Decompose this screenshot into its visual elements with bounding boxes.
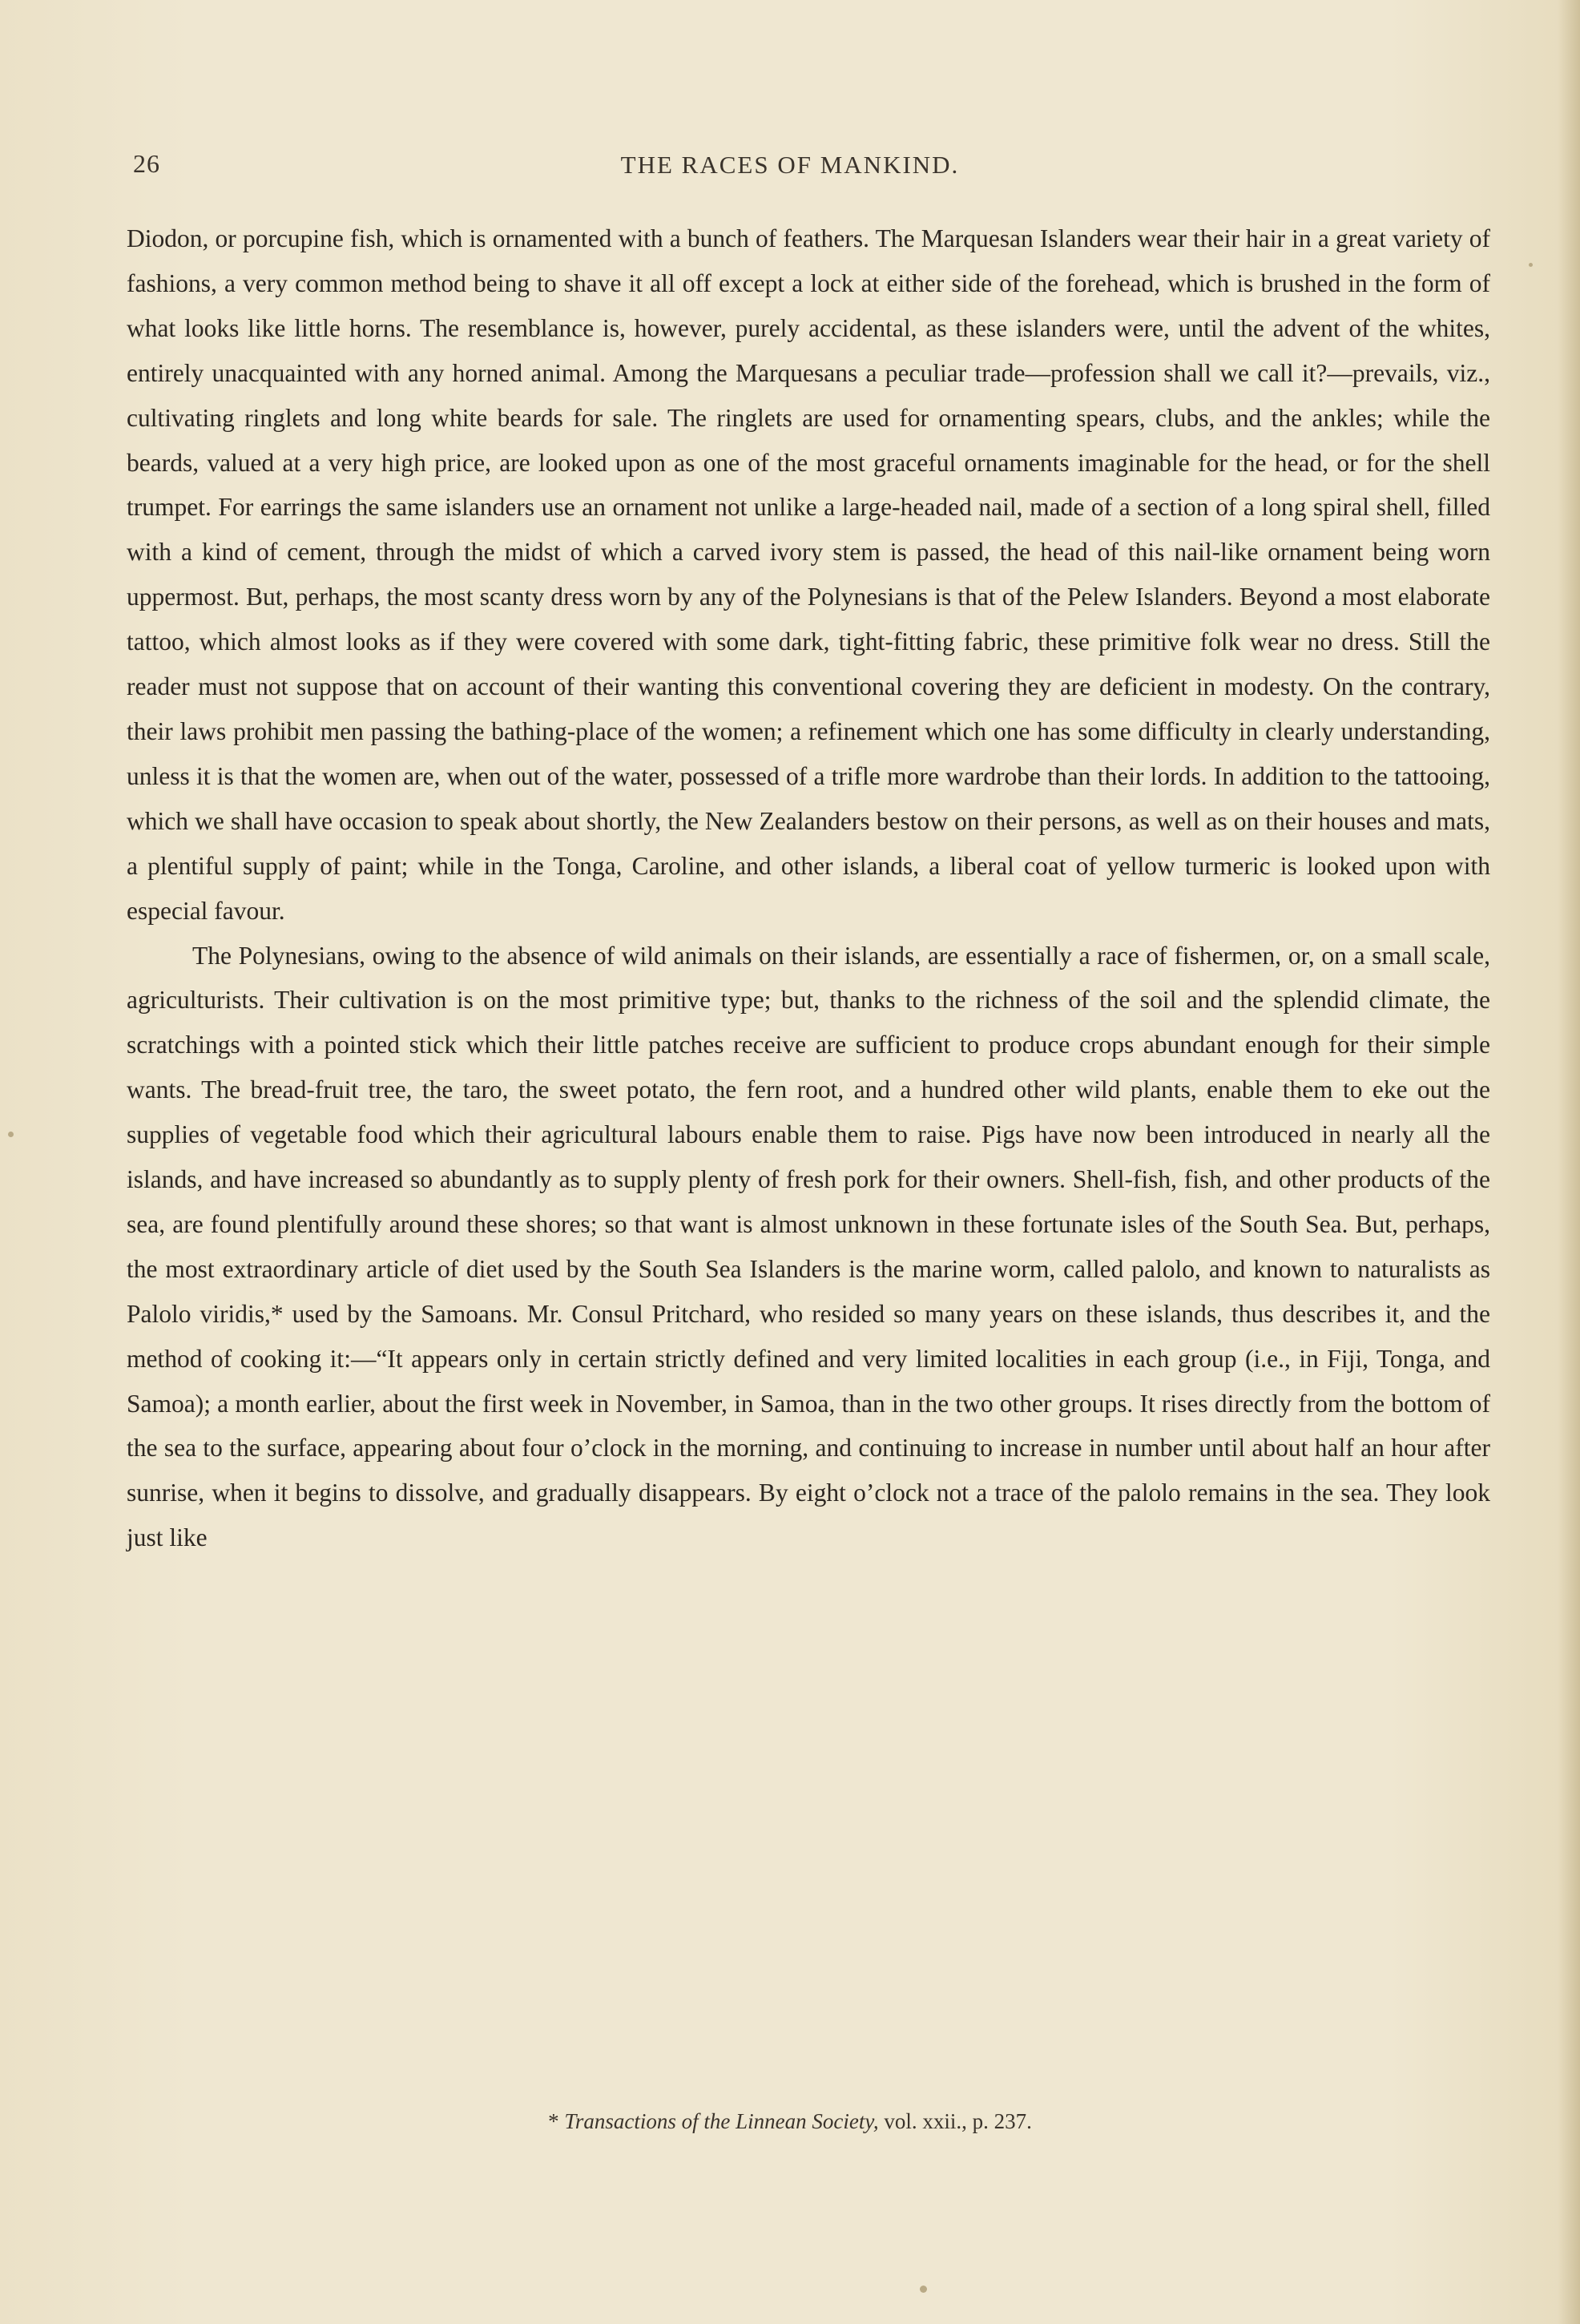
body-text [127,216,1490,1560]
running-title: THE RACES OF MANKIND. [620,151,960,179]
footnote [0,2109,1580,2134]
page-number: 26 [133,149,160,178]
footnote-reference: vol. xxii., p. 237. [884,2109,1032,2133]
paper-speck [1529,263,1533,267]
paper-speck [920,2286,927,2293]
paragraph-1: Diodon, or porcupine fish, which is ornamented with a bunch of feathers. The Marquesan Islanders wear their hair in a great variety of fashions, a very common method being to shave it all off except a lock at either side of the forehead, which is brushed in the form of what looks like little horns. The resemblance is, however, purely accidental, as these islanders were, until the advent of the whites, entirely unacquainted with any horned animal. Among the Marquesans a peculiar trade—profession shall we call it?—prevails, viz., cultivating ringlets and long white beards for sale. The ringlets are used for ornamenting spears, clubs, and the ankles; while the beards, valued at a very high price, are looked upon as one of the most graceful ornaments imaginable for the head, or for the shell trumpet. For earrings the same islanders use an ornament not unlike a large-headed nail, made of a section of a long spiral shell, filled with a kind of cement, through the midst of which a carved ivory stem is passed, the head of this nail-like ornament being worn uppermost. But, perhaps, the most scanty dress worn by any of the Polynesians is that of the Pelew Islanders. Beyond a most elaborate tattoo, which almost looks as if they were covered with some dark, tight-fitting fabric, these primitive folk wear no dress. Still the reader must not suppose that on account of their wanting this conventional covering they are deficient in modesty. On the contrary, their laws prohibit men passing the bathing-place of the women; a refinement which one has some difficulty in clearly understanding, unless it is that the women are, when out of the water, possessed of a trifle more wardrobe than their lords. In addition to the tattooing, which we shall have occasion to speak about shortly, the New Zealanders bestow on their persons, as well as on their houses and mats, a plentiful supply of paint; while in the Tonga, Caroline, and other islands, a liberal coat of yellow turmeric is looked upon with especial favour. [127,224,1490,925]
page-edge-shadow [1558,0,1580,2324]
footnote-title: Transactions of the Linnean Society, [564,2109,879,2133]
footnote-marker: * [548,2109,559,2133]
paper-speck [8,1132,14,1137]
paragraph-2: The Polynesians, owing to the absence of wild animals on their islands, are essentially a race of fishermen, or, on a small scale, agriculturists. Their cultivation is on the most primitive type; but, thanks to the richness of the soil and the splendid climate, the scratchings with a pointed stick which their little patches receive are sufficient to produce crops abundant enough for their simple wants. The bread-fruit tree, the taro, the sweet potato, the fern root, and a hundred other wild plants, enable them to eke out the supplies of vegetable food which their agricultural labours enable them to raise. Pigs have now been introduced in nearly all the islands, and have increased so abundantly as to supply plenty of fresh pork for their owners. Shell-fish, fish, and other products of the sea, are found plentifully around these shores; so that want is almost unknown in these fortunate isles of the South Sea. But, perhaps, the most extraordinary article of diet used by the South Sea Islanders is the marine worm, called palolo, and known to naturalists as Palolo viridis,* used by the Samoans. Mr. Consul Pritchard, who resided so many years on these islands, thus describes it, and the method of cooking it:—“It appears only in certain strictly defined and very limited localities in each group (i.e., in Fiji, Tonga, and Samoa); a month earlier, about the first week in November, in Samoa, than in the two other groups. It rises directly from the bottom of the sea to the surface, appearing about four o’clock in the morning, and continuing to increase in number until about half an hour after sunrise, when it begins to dissolve, and gradually disappears. By eight o’clock not a trace of the palolo remains in the sea. They look just like [127,941,1490,1552]
